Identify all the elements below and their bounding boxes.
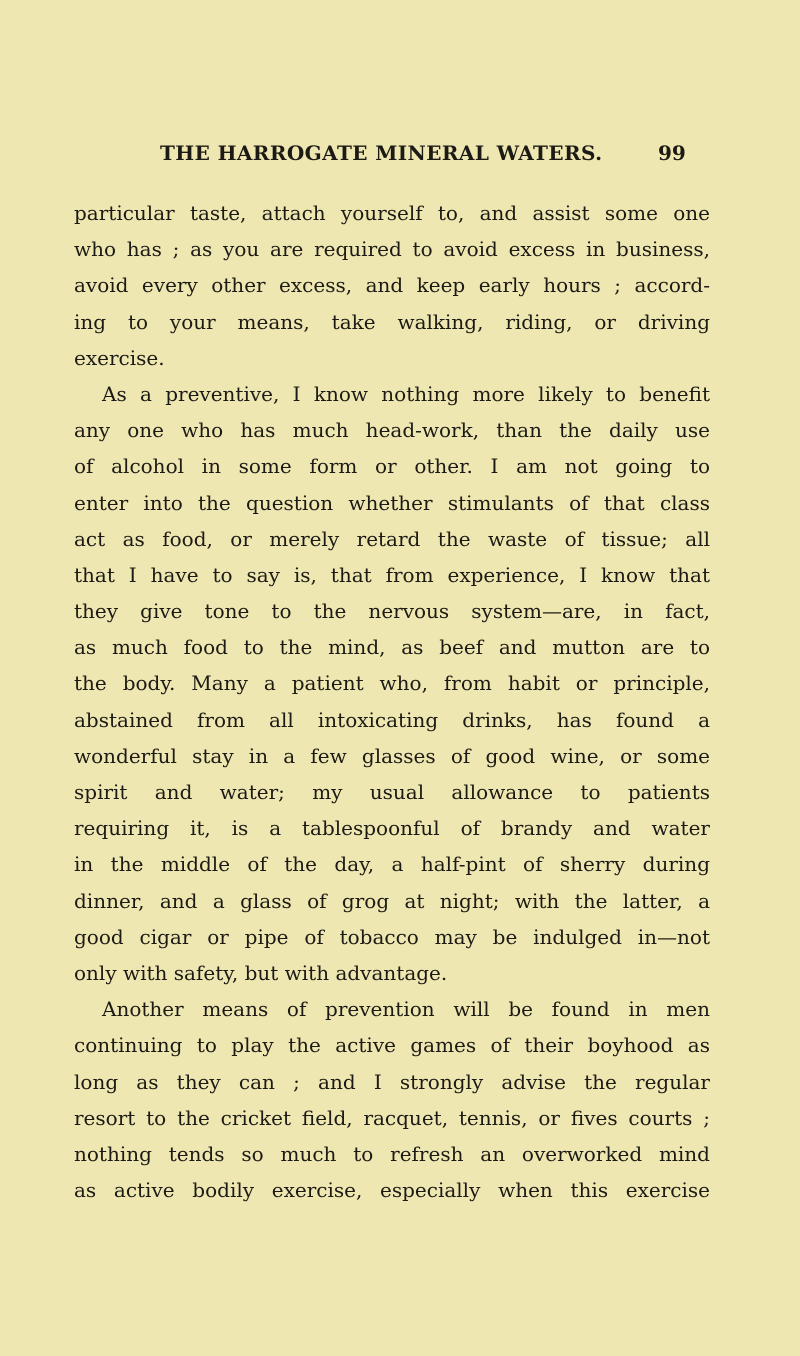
running-head — [0, 138, 800, 168]
text-line: As a preventive, I know nothing more likely to benefit — [102, 381, 710, 406]
text-line: only with safety, but with advantage. — [74, 960, 448, 985]
text-line: who has ; as you are required to avoid excess in business, — [74, 237, 710, 262]
text-line: resort to the cricket field, racquet, tennis, or fives courts ; — [74, 1105, 710, 1130]
text-line: good cigar or pipe of tobacco may be indulged in—not — [74, 924, 710, 949]
text-line: of alcohol in some form or other. I am not going to — [74, 454, 710, 479]
text-line: Another means of prevention will be found in men — [102, 997, 710, 1022]
text-line: continuing to play the active games of their boyhood as — [74, 1033, 710, 1058]
text-line: enter into the question whether stimulants of that class — [74, 490, 710, 515]
text-line: abstained from all intoxicating drinks, has found a — [74, 707, 710, 732]
text-line: ing to your means, take walking, riding, or driving — [74, 309, 710, 334]
body-text — [74, 195, 710, 1208]
text-line: in the middle of the day, a half-pint of sherry during — [74, 852, 710, 877]
text-line: particular taste, attach yourself to, and assist some one — [74, 201, 710, 225]
text-line: wonderful stay in a few glasses of good wine, or some — [74, 743, 710, 768]
text-line: spirit and water; my usual allowance to patients — [74, 780, 710, 804]
text-line: any one who has much head-work, than the daily use — [74, 418, 710, 443]
text-line: that I have to say is, that from experience, I know that — [74, 562, 710, 587]
text-line: as active bodily exercise, especially when this exercise — [74, 1178, 710, 1203]
text-line: the body. Many a patient who, from habit or principle, — [74, 671, 710, 696]
running-title: THE HARROGATE MINERAL WATERS. — [160, 141, 603, 165]
text-line: dinner, and a glass of grog at night; with the latter, a — [74, 888, 710, 913]
text-line: avoid every other excess, and keep early hours ; accord- — [74, 273, 710, 298]
text-line: nothing tends so much to refresh an overworked mind — [74, 1141, 710, 1166]
text-line: act as food, or merely retard the waste of tissue; all — [74, 526, 710, 551]
text-line: as much food to the mind, as beef and mutton are to — [74, 635, 710, 660]
text-line: exercise. — [74, 345, 165, 370]
page-number: 99 — [658, 141, 686, 165]
text-line: requiring it, is a tablespoonful of brandy and water — [74, 816, 710, 841]
text-line: they give tone to the nervous system—are, in fact, — [74, 599, 710, 624]
text-line: long as they can ; and I strongly advise the regular — [74, 1069, 710, 1094]
